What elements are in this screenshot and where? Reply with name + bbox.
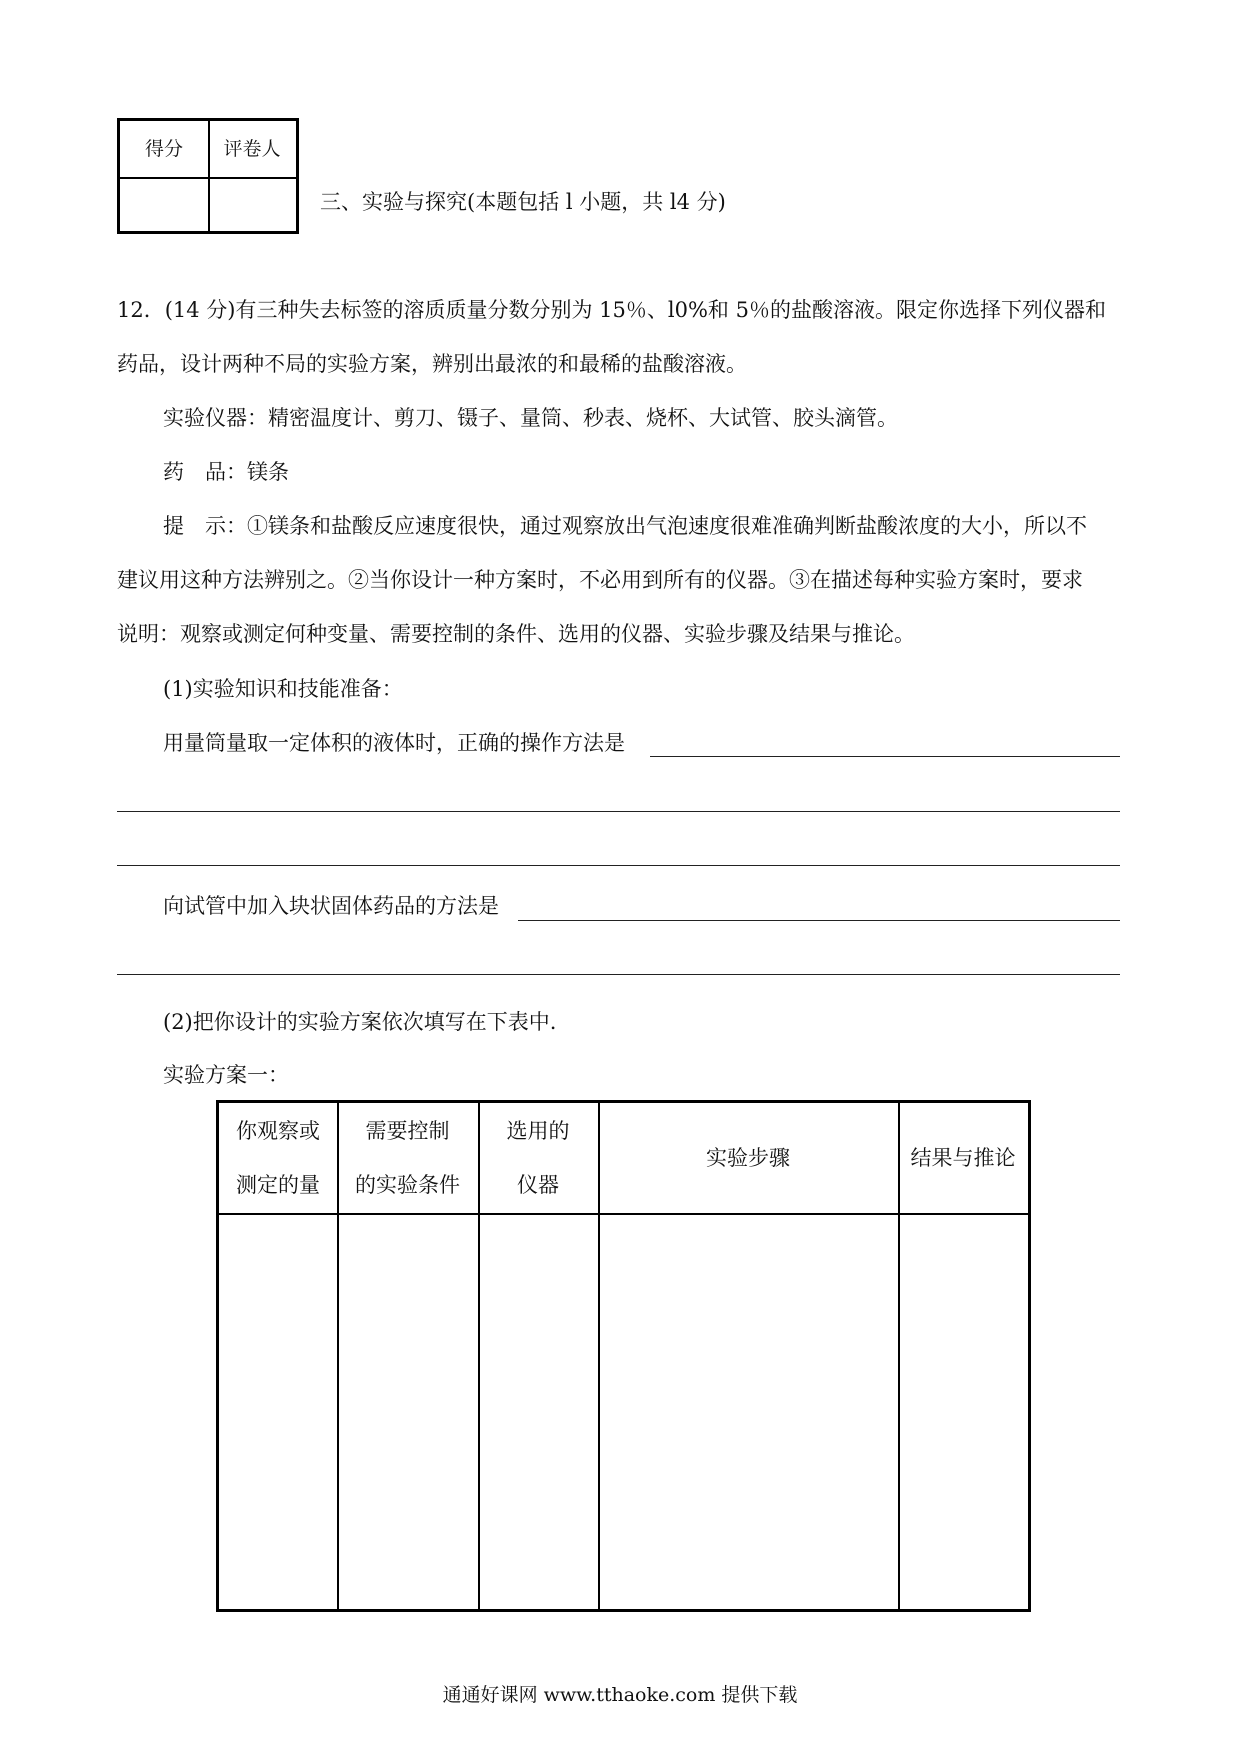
- hint-line-1: 提 示：①镁条和盐酸反应速度很快，通过观察放出气泡速度很难准确判断盐酸浓度的大小，所以不: [163, 514, 1087, 538]
- table-header-steps: 实验步骤: [706, 1146, 790, 1170]
- table-header-controlled-conditions: 需要控制 的实验条件: [355, 1119, 460, 1197]
- answer-line[interactable]: [518, 920, 1120, 921]
- part1-title: (1)实验知识和技能准备：: [163, 677, 403, 701]
- answer-line[interactable]: [117, 865, 1120, 866]
- part1-question-2: 向试管中加入块状固体药品的方法是: [163, 894, 499, 918]
- question-line-2: 药品，设计两种不局的实验方案，辨别出最浓的和最稀的盐酸溶液。: [117, 352, 747, 376]
- score-box: [117, 118, 299, 234]
- part1-question-1: 用量筒量取一定体积的液体时，正确的操作方法是: [163, 731, 625, 755]
- hint-line-2: 建议用这种方法辨别之。②当你设计一种方案时，不必用到所有的仪器。③在描述每种实验方案时，要求: [117, 568, 1083, 592]
- answer-line[interactable]: [117, 811, 1120, 812]
- answer-line[interactable]: [117, 974, 1120, 975]
- table-header-results: 结果与推论: [910, 1146, 1016, 1170]
- instruments-line: 实验仪器：精密温度计、剪刀、镊子、量筒、秒表、烧杯、大试管、胶头滴管。: [163, 406, 898, 430]
- score-label: 得分: [144, 138, 183, 160]
- answer-line[interactable]: [650, 756, 1120, 757]
- part2-title: (2)把你设计的实验方案依次填写在下表中.: [163, 1010, 557, 1034]
- page-footer: 通通好课网 www.tthaoke.com 提供下载: [442, 1684, 798, 1706]
- section-title: 三、实验与探究(本题包括 l 小题，共 l4 分): [320, 190, 726, 214]
- question-line-1: 12．(14 分)有三种失去标签的溶质质量分数分别为 15％、l0%和 5％的盐酸溶液。限定你选择下列仪器和: [117, 298, 1106, 322]
- plan1-title: 实验方案一：: [163, 1063, 289, 1087]
- hint-line-3: 说明：观察或测定何种变量、需要控制的条件、选用的仪器、实验步骤及结果与推论。: [117, 622, 915, 646]
- grader-label: 评卷人: [223, 138, 281, 160]
- table-header-observed-quantity: 你观察或 测定的量: [236, 1119, 320, 1197]
- plan-table: [216, 1100, 1031, 1612]
- reagents-line: 药 品：镁条: [163, 460, 289, 484]
- table-header-instruments: 选用的 仪器: [506, 1119, 570, 1197]
